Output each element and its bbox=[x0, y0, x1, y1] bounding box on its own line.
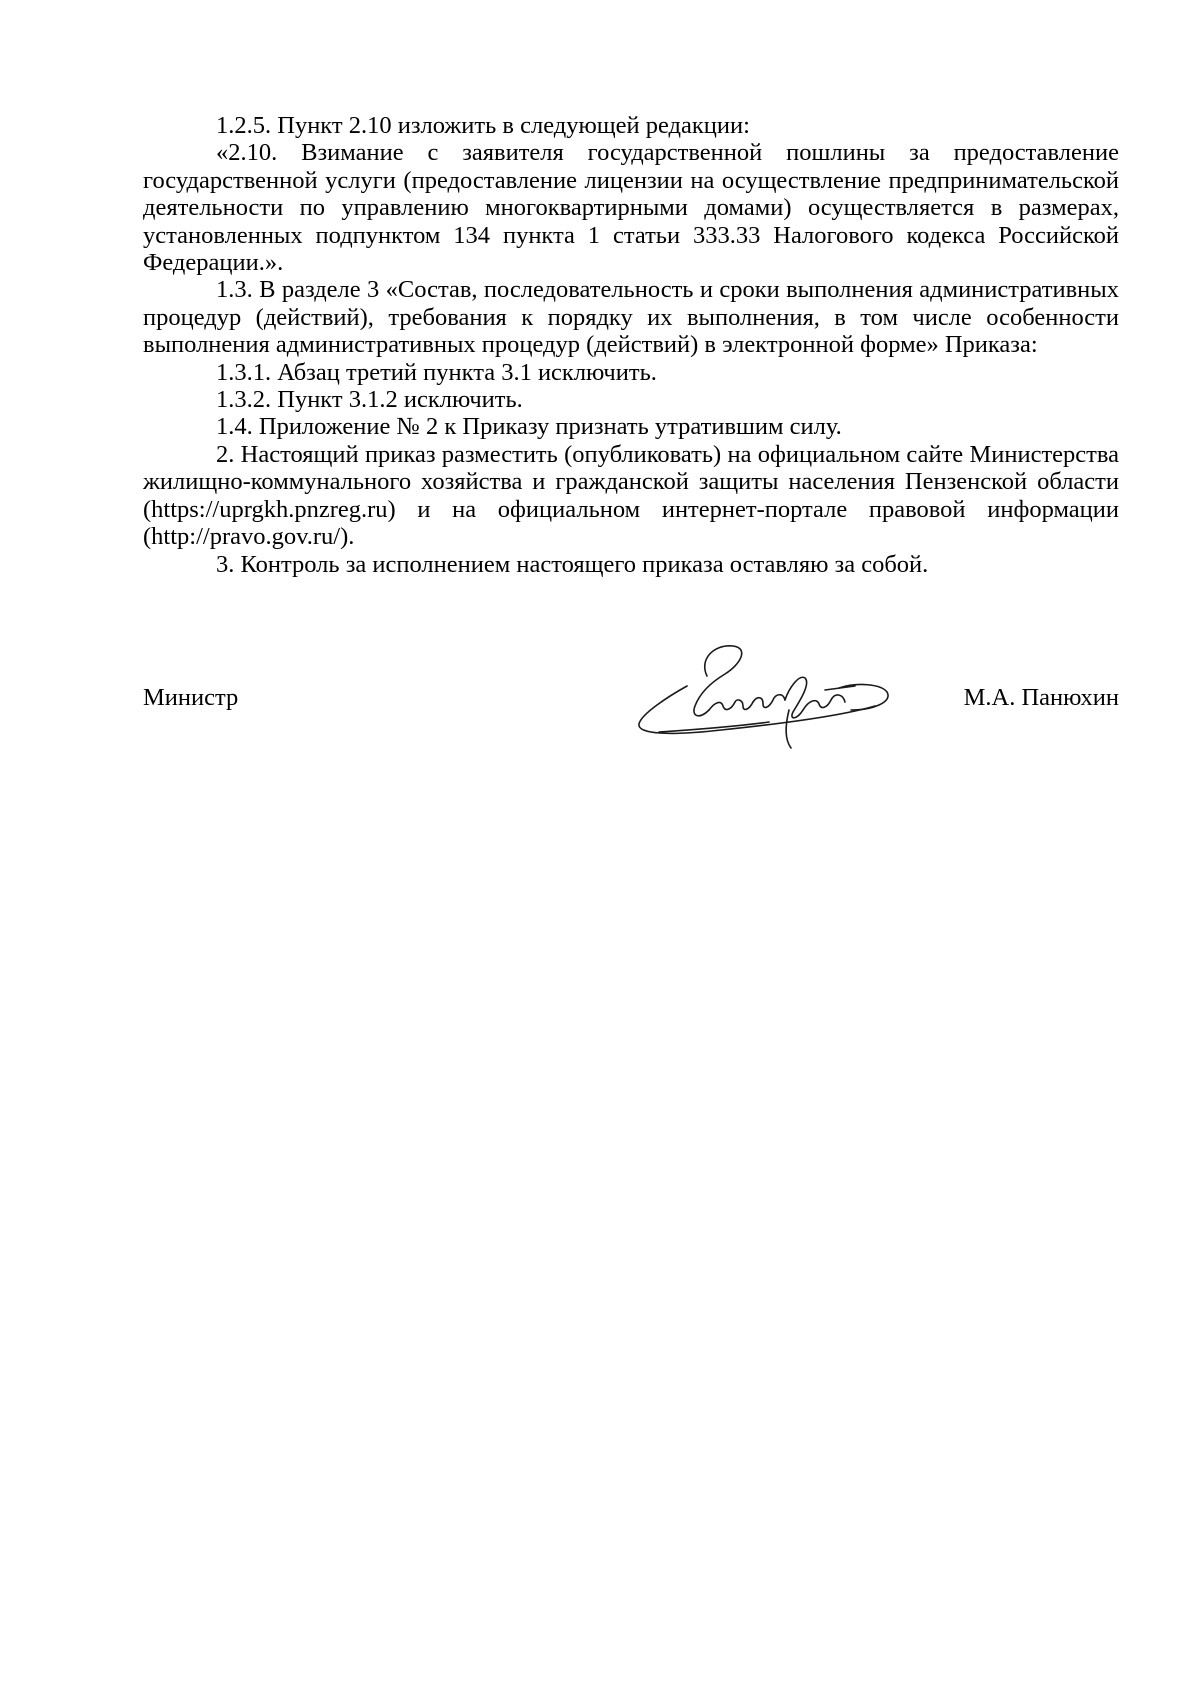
paragraph-1-3-2: 1.3.2. Пункт 3.1.2 исключить. bbox=[216, 386, 523, 414]
paragraph-1-4: 1.4. Приложение № 2 к Приказу признать утратившим силу. bbox=[216, 413, 842, 441]
handwritten-signature bbox=[629, 640, 899, 750]
paragraph-1-3-1: 1.3.1. Абзац третий пункта 3.1 исключить. bbox=[216, 358, 657, 386]
signatory-name: М.А. Панюхин bbox=[963, 684, 1119, 711]
signature-block bbox=[143, 640, 1119, 750]
paragraph-1-2-5: 1.2.5. Пункт 2.10 изложить в следующей редакции: bbox=[216, 112, 750, 139]
paragraph-1-3: 1.3. В разделе 3 «Состав, последовательность и сроки выполнения административных процедур (действий), требования к порядку их выполнения, в том числе особенности выполнения административных процедур (действий) в электронной форме» Приказа: bbox=[143, 276, 1119, 359]
paragraph-3: 3. Контроль за исполнением настоящего приказа оставляю за собой. bbox=[216, 550, 929, 578]
document-body bbox=[143, 112, 1119, 578]
paragraph-2: 2. Настоящий приказ разместить (опубликовать) на официальном сайте Министерства жилищно-коммунального хозяйства и гражданской защиты населения Пензенской области (https://uprgkh.pnzreg.ru) и на официальном интернет-портале правовой информации (http://pravo.gov.ru/). bbox=[143, 440, 1119, 551]
paragraph-2-10-quote: «2.10. Взимание с заявителя государственной пошлины за предоставление государственной услуги (предоставление лицензии на осуществление предпринимательской деятельности по управлению многоквартирными домами) осуществляется в размерах, установленных подпунктом 134 пункта 1 статьи 333.33 Налогового кодекса Российской Федерации.». bbox=[143, 139, 1119, 277]
signatory-position: Министр bbox=[143, 684, 239, 711]
